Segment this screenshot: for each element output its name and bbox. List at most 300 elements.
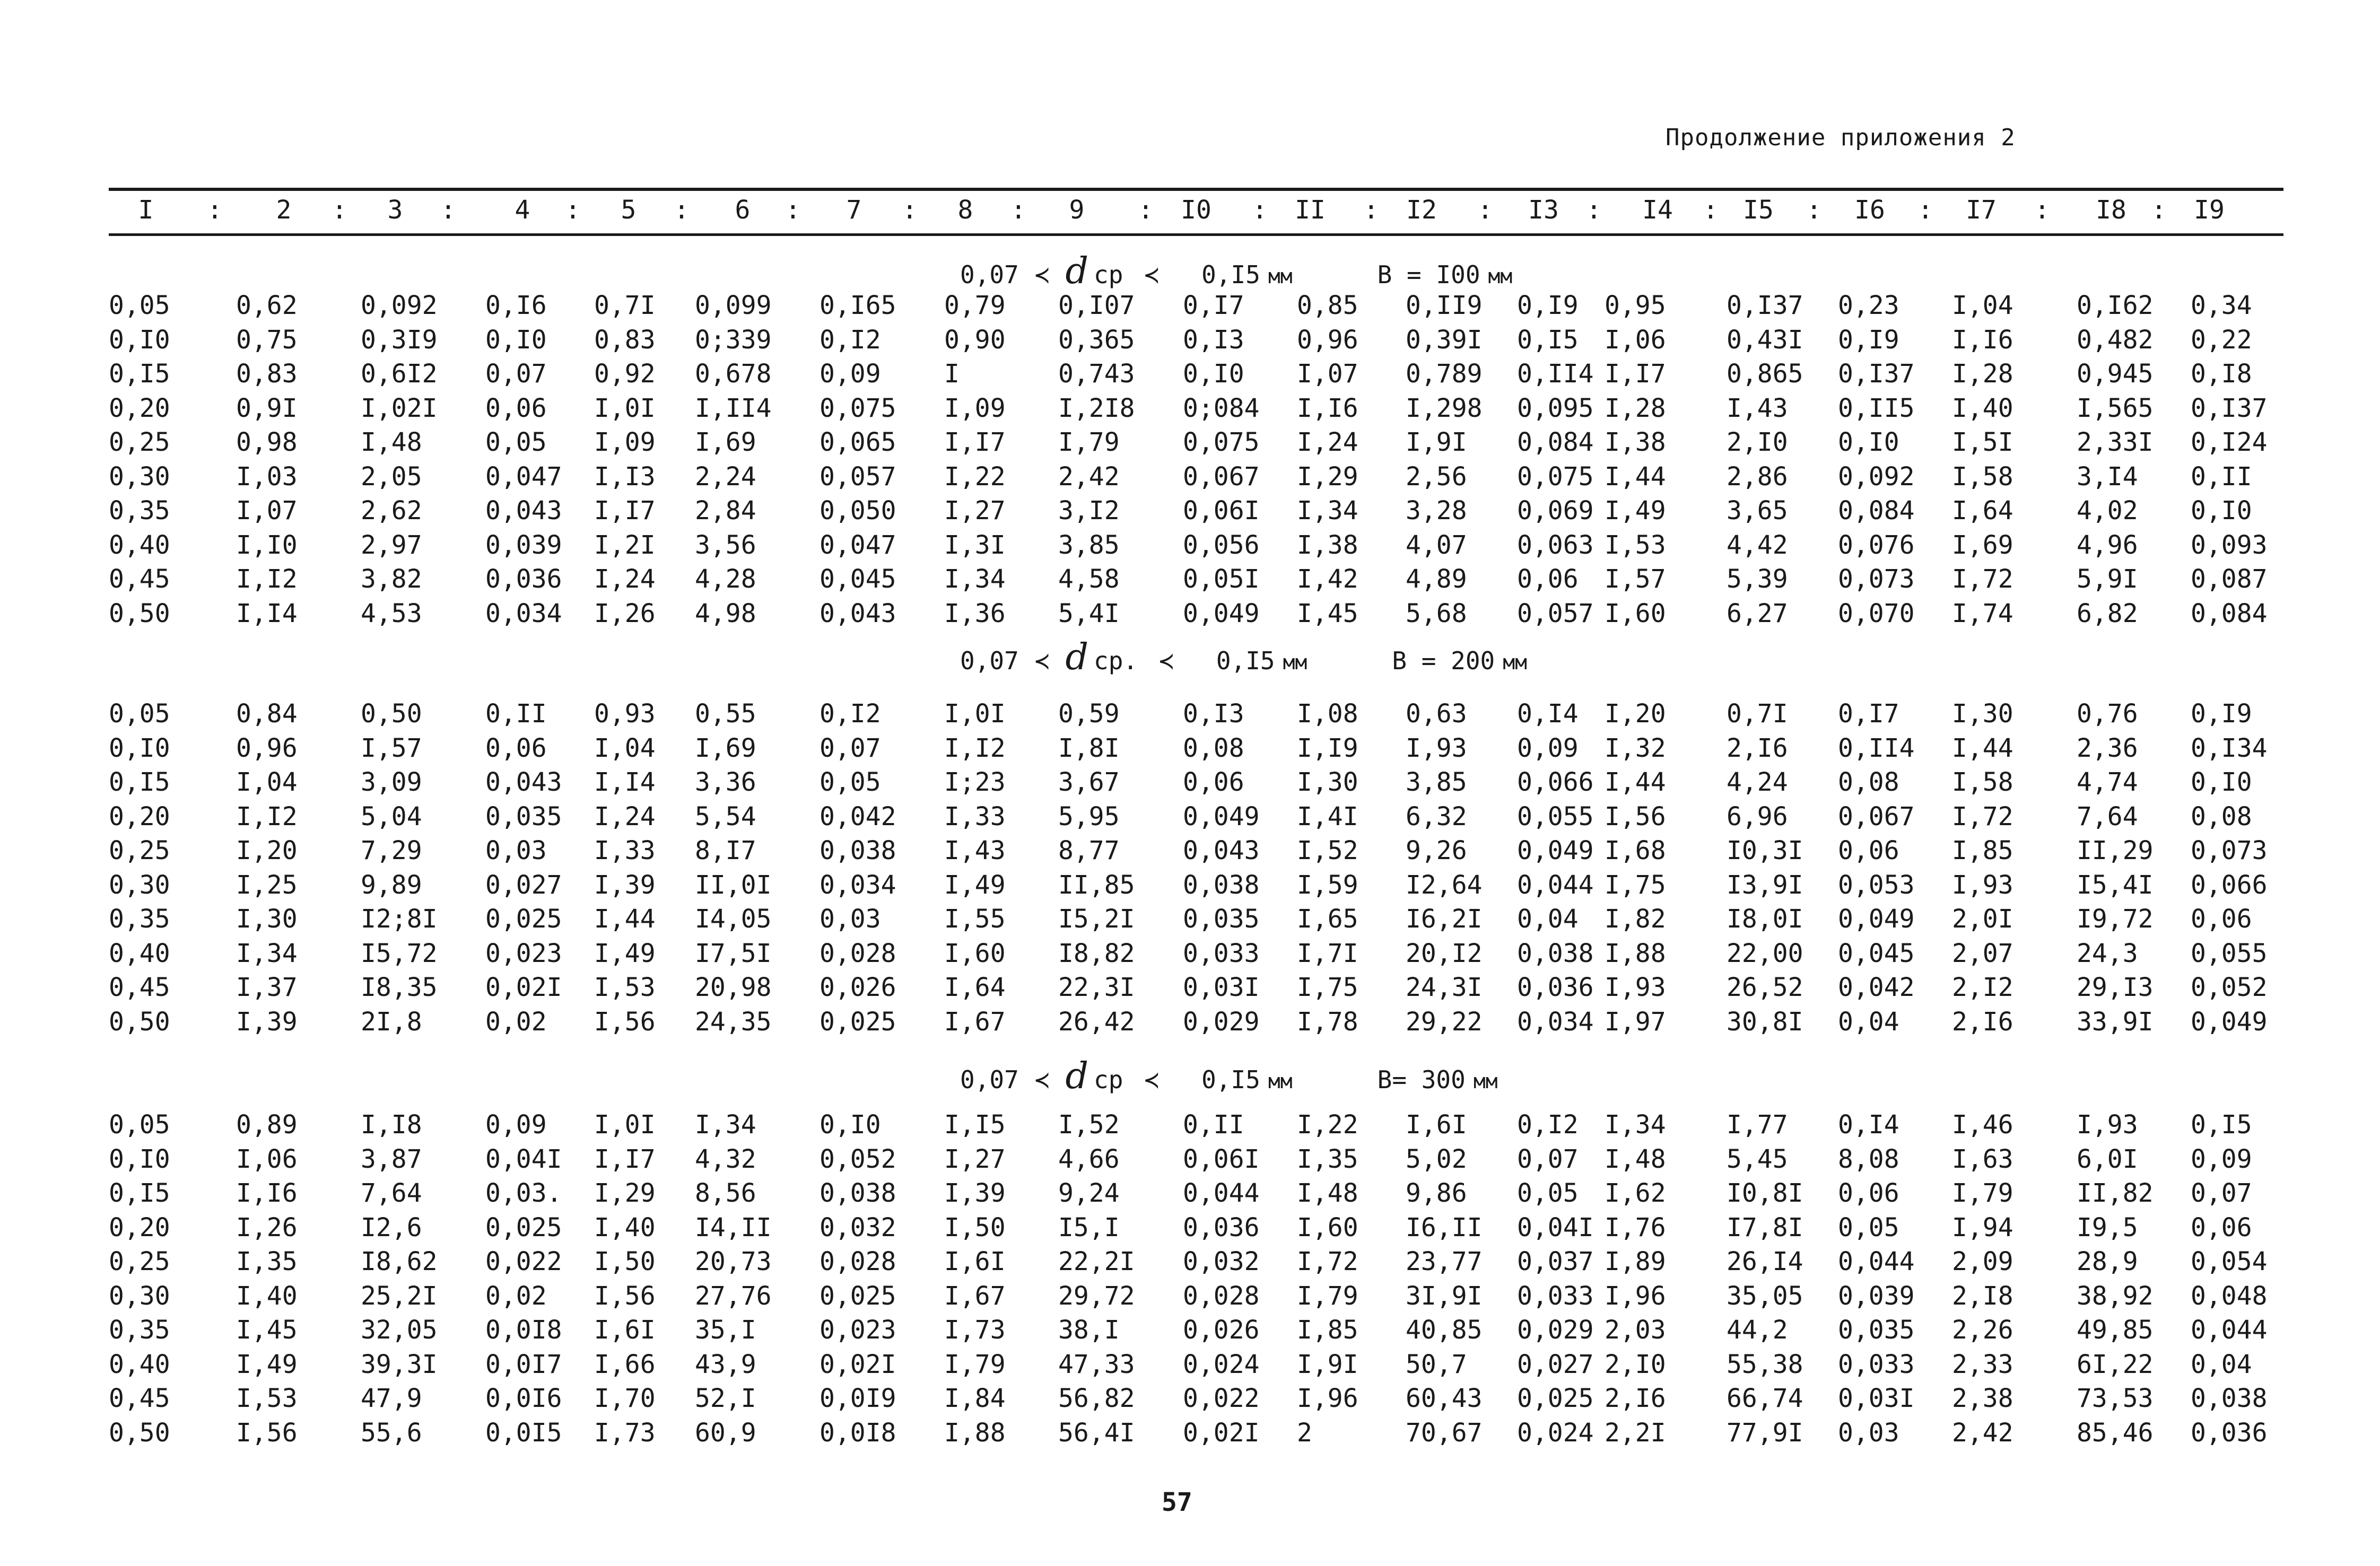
table-cell: 0,06I — [1183, 1144, 1260, 1174]
table-cell: 0,I07 — [1058, 291, 1135, 320]
table-cell: 0,I5 — [109, 767, 170, 797]
table-cell: 0,044 — [2191, 1315, 2268, 1345]
table-cell: I,298 — [1406, 393, 1483, 423]
table-cell: I,22 — [944, 461, 1006, 492]
table-cell: 0,033 — [1517, 1281, 1594, 1311]
table-cell: 8,56 — [695, 1178, 756, 1208]
table-cell: 52,I — [695, 1384, 756, 1413]
table-cell: 0,023 — [485, 938, 562, 968]
table-cell: 0,035 — [1838, 1315, 1915, 1345]
table-cell: I,49 — [944, 870, 1006, 900]
table-cell: 0,I0 — [820, 1110, 881, 1140]
section-width-unit: мм — [1503, 651, 1527, 674]
table-cell: 0,I5 — [109, 1178, 170, 1208]
table-cell: 0,08 — [2191, 801, 2252, 832]
table-cell: I,29 — [594, 1178, 656, 1208]
table-cell: 35,05 — [1727, 1281, 1803, 1311]
table-cell: I,79 — [1297, 1281, 1358, 1311]
table-cell: 0,0I5 — [485, 1418, 562, 1448]
table-cell: 4,24 — [1727, 767, 1788, 797]
table-cell: 0,55 — [695, 699, 756, 729]
table-cell: 0,I5 — [2191, 1110, 2252, 1140]
table-cell: I,88 — [944, 1418, 1006, 1448]
table-cell: 4,66 — [1058, 1144, 1120, 1174]
table-cell: 47,33 — [1058, 1349, 1135, 1379]
table-cell: 0,05 — [1517, 1178, 1579, 1208]
table-cell: I,67 — [944, 1007, 1006, 1037]
table-cell: I,6I — [594, 1315, 656, 1345]
table-cell: I,I2 — [236, 564, 298, 594]
table-cell: 0,08 — [1183, 733, 1244, 763]
table-cell: 0,I2 — [820, 325, 881, 355]
table-cell: I,39 — [944, 1178, 1006, 1208]
table-cell: 0,39I — [1406, 325, 1483, 355]
header-cell: 7 — [846, 195, 862, 225]
table-cell: 3,09 — [361, 767, 422, 797]
table-cell: I,I4 — [236, 598, 298, 628]
table-cell: I,9I — [1406, 427, 1467, 457]
table-cell: I,6I — [944, 1247, 1006, 1276]
table-cell: 0,047 — [820, 530, 896, 560]
table-cell: 2,97 — [361, 530, 422, 560]
table-cell: I,40 — [1952, 393, 2013, 423]
table-cell: I,64 — [944, 973, 1006, 1002]
table-cell: 85,46 — [2077, 1418, 2154, 1448]
table-cell: 56,82 — [1058, 1384, 1135, 1413]
table-cell: I,67 — [944, 1281, 1006, 1311]
table-cell: I,29 — [1297, 461, 1358, 492]
table-cell: I,72 — [1297, 1247, 1358, 1276]
table-cell: 0,043 — [485, 767, 562, 797]
table-cell: 0,047 — [485, 461, 562, 492]
table-cell: I,I0 — [236, 530, 298, 560]
table-cell: I,62 — [1605, 1178, 1666, 1208]
table-cell: 0,06 — [1838, 836, 1899, 865]
table-cell: 0,0I9 — [820, 1384, 896, 1413]
table-cell: 3I,9I — [1406, 1281, 1483, 1311]
table-cell: 0,I0 — [1838, 427, 1899, 457]
table-cell: I,79 — [1952, 1178, 2013, 1208]
table-cell: 3,85 — [1058, 530, 1120, 560]
section-range-min: 0,07 — [960, 260, 1019, 289]
table-cell: 4,42 — [1727, 530, 1788, 560]
table-cell: 43,9 — [695, 1349, 756, 1379]
table-cell: 0,06 — [1183, 767, 1244, 797]
table-cell: 0,II5 — [1838, 393, 1915, 423]
section-range-unit: мм — [1283, 651, 1307, 674]
table-cell: 0,05 — [820, 767, 881, 797]
header-separator: : — [1252, 195, 1268, 225]
header-separator: : — [1806, 195, 1822, 225]
table-cell: 0,092 — [1838, 461, 1915, 492]
table-cell: I,65 — [1297, 904, 1358, 934]
table-cell: 0,095 — [1517, 393, 1594, 423]
table-cell: 0,02I — [820, 1349, 896, 1379]
table-cell: I2,64 — [1406, 870, 1483, 900]
table-cell: 5,39 — [1727, 564, 1788, 594]
table-cell: I,69 — [695, 427, 756, 457]
table-cell: 2,03 — [1605, 1315, 1666, 1345]
table-cell: I,93 — [2077, 1110, 2138, 1140]
less-than-sign: ≺ — [1144, 260, 1160, 289]
table-cell: 0,049 — [1517, 836, 1594, 865]
table-cell: 0,83 — [594, 325, 656, 355]
table-cell: 0,84 — [236, 699, 298, 729]
table-cell: I0,3I — [1727, 836, 1803, 865]
table-cell: 0,96 — [1297, 325, 1358, 355]
table-cell: 0,028 — [820, 1247, 896, 1276]
table-cell: 50,7 — [1406, 1349, 1467, 1379]
table-cell: 0,025 — [820, 1281, 896, 1311]
table-cell: I,85 — [1952, 836, 2013, 865]
table-cell: 0,06 — [485, 393, 547, 423]
table-cell: 0,0I8 — [820, 1418, 896, 1448]
table-cell: 0,066 — [2191, 870, 2268, 900]
table-cell: 0,063 — [1517, 530, 1594, 560]
table-cell: 32,05 — [361, 1315, 438, 1345]
table-cell: 26,52 — [1727, 973, 1803, 1002]
table-cell: I,57 — [361, 733, 422, 763]
table-cell: 0,I2 — [1517, 1110, 1579, 1140]
header-separator: : — [2034, 195, 2050, 225]
table-cell: 2,2I — [1605, 1418, 1666, 1448]
table-cell: 70,67 — [1406, 1418, 1483, 1448]
table-cell: 3,28 — [1406, 496, 1467, 526]
table-cell: 2,62 — [361, 496, 422, 526]
table-cell: I,I4 — [594, 767, 656, 797]
table-cell: I,35 — [236, 1247, 298, 1276]
table-cell: 0,05I — [1183, 564, 1260, 594]
table-cell: 0,45 — [109, 1384, 170, 1413]
table-cell: 55,6 — [361, 1418, 422, 1448]
table-cell: I,2I — [594, 530, 656, 560]
table-cell: I,79 — [944, 1349, 1006, 1379]
table-cell: 0,039 — [485, 530, 562, 560]
table-cell: 9,26 — [1406, 836, 1467, 865]
table-cell: I,43 — [944, 836, 1006, 865]
table-cell: I,30 — [236, 904, 298, 934]
table-cell: I,69 — [1952, 530, 2013, 560]
table-cell: 0,I62 — [2077, 291, 2154, 320]
table-cell: 2,05 — [361, 461, 422, 492]
table-cell: 0,0I8 — [485, 1315, 562, 1345]
table-cell: 2,84 — [695, 496, 756, 526]
table-cell: I,89 — [1605, 1247, 1666, 1276]
table-cell: 0,022 — [485, 1247, 562, 1276]
table-cell: 2,86 — [1727, 461, 1788, 492]
table-cell: 0,40 — [109, 530, 170, 560]
table-cell: 0,035 — [485, 801, 562, 832]
table-cell: 0,055 — [2191, 938, 2268, 968]
table-cell: 0,06 — [1517, 564, 1579, 594]
table-cell: I7,5I — [695, 938, 772, 968]
section-width-unit: мм — [1473, 1070, 1498, 1093]
table-cell: 0,365 — [1058, 325, 1135, 355]
table-cell: 23,77 — [1406, 1247, 1483, 1276]
table-cell: 0,09 — [820, 359, 881, 389]
table-cell: I,II4 — [695, 393, 772, 423]
table-cell: 0,087 — [2191, 564, 2268, 594]
table-cell: 6,27 — [1727, 598, 1788, 628]
table-cell: 2,24 — [695, 461, 756, 492]
table-cell: 0,30 — [109, 461, 170, 492]
table-cell: 0,073 — [2191, 836, 2268, 865]
table-cell: 0,482 — [2077, 325, 2154, 355]
table-cell: I,3I — [944, 530, 1006, 560]
table-cell: I,34 — [1297, 496, 1358, 526]
table-cell: 0,092 — [361, 291, 438, 320]
table-cell: I,58 — [1952, 461, 2013, 492]
section-width-label: B = 200 — [1392, 646, 1495, 675]
table-cell: I,50 — [594, 1247, 656, 1276]
table-cell: I,I8 — [361, 1110, 422, 1140]
table-cell: 0,30 — [109, 870, 170, 900]
header-cell: 2 — [276, 195, 292, 225]
table-cell: I9,5 — [2077, 1212, 2138, 1243]
table-cell: 0,08 — [1838, 767, 1899, 797]
table-cell: 0,II4 — [1838, 733, 1915, 763]
table-cell: 0,9I — [236, 393, 298, 423]
table-cell: 0,I4 — [1517, 699, 1579, 729]
table-cell: 0,039 — [1838, 1281, 1915, 1311]
table-cell: I,0I — [594, 1110, 656, 1140]
table-cell: 0,06I — [1183, 496, 1260, 526]
table-cell: 60,9 — [695, 1418, 756, 1448]
table-cell: 60,43 — [1406, 1384, 1483, 1413]
table-cell: 0,055 — [1517, 801, 1594, 832]
table-cell: 0,09 — [1517, 733, 1579, 763]
table-cell: I8,0I — [1727, 904, 1803, 934]
table-cell: 44,2 — [1727, 1315, 1788, 1345]
table-cell: 0,43I — [1727, 325, 1803, 355]
table-cell: 0,I37 — [2191, 393, 2268, 423]
table-cell: 9,89 — [361, 870, 422, 900]
table-cell: 2,I6 — [1952, 1007, 2013, 1037]
table-cell: 5,45 — [1727, 1144, 1788, 1174]
table-cell: 0,50 — [109, 598, 170, 628]
table-cell: 0,I9 — [1838, 325, 1899, 355]
table-cell: I,34 — [944, 564, 1006, 594]
page-number: 57 — [1162, 1488, 1192, 1517]
table-cell: I,27 — [944, 496, 1006, 526]
table-cell: I,28 — [1605, 393, 1666, 423]
table-cell: 28,9 — [2077, 1247, 2138, 1276]
table-cell: 0,05 — [109, 699, 170, 729]
table-cell: 38,I — [1058, 1315, 1120, 1345]
table-cell: 0,789 — [1406, 359, 1483, 389]
header-cell: 4 — [515, 195, 530, 225]
table-cell: 2,I6 — [1727, 733, 1788, 763]
table-cell: II,82 — [2077, 1178, 2154, 1208]
table-cell: I,44 — [1605, 461, 1666, 492]
table-cell: 0,038 — [820, 1178, 896, 1208]
table-cell: 7,29 — [361, 836, 422, 865]
less-than-sign: ≺ — [1159, 646, 1174, 675]
table-cell: 0,075 — [820, 393, 896, 423]
table-cell: 24,3I — [1406, 973, 1483, 1002]
table-cell: I,45 — [236, 1315, 298, 1345]
table-cell: I,56 — [594, 1281, 656, 1311]
table-cell: 73,53 — [2077, 1384, 2154, 1413]
table-cell: 0,7I — [594, 291, 656, 320]
table-cell: I8,62 — [361, 1247, 438, 1276]
table-cell: I,I5 — [944, 1110, 1006, 1140]
table-cell: I,34 — [236, 938, 298, 968]
table-cell: I,82 — [1605, 904, 1666, 934]
table-cell: I — [944, 359, 960, 389]
table-cell: I,42 — [1297, 564, 1358, 594]
table-cell: 0,07 — [820, 733, 881, 763]
table-cell: 0,03 — [485, 836, 547, 865]
table-cell: 0,25 — [109, 427, 170, 457]
table-cell: I,9I — [1297, 1349, 1358, 1379]
less-than-sign: ≺ — [1144, 1065, 1160, 1094]
table-cell: 7,64 — [2077, 801, 2138, 832]
table-cell: I,I2 — [236, 801, 298, 832]
table-cell: 0,95 — [1605, 291, 1666, 320]
table-cell: 3,67 — [1058, 767, 1120, 797]
table-cell: 0,026 — [1183, 1315, 1260, 1345]
table-cell: 20,I2 — [1406, 938, 1483, 968]
table-cell: I,6I — [1406, 1110, 1467, 1140]
table-cell: I,93 — [1605, 973, 1666, 1002]
table-cell: 0,I5 — [109, 359, 170, 389]
table-cell: 0,945 — [2077, 359, 2154, 389]
table-cell: 0,034 — [485, 598, 562, 628]
table-cell: 8,77 — [1058, 836, 1120, 865]
table-cell: 0,678 — [695, 359, 772, 389]
table-cell: 0,042 — [1838, 973, 1915, 1002]
table-cell: I,I6 — [236, 1178, 298, 1208]
table-cell: 55,38 — [1727, 1349, 1803, 1379]
section-range-unit: мм — [1268, 1070, 1293, 1093]
table-cell: I,40 — [594, 1212, 656, 1243]
table-cell: 0,25 — [109, 1247, 170, 1276]
table-cell: I7,8I — [1727, 1212, 1803, 1243]
table-cell: 0,057 — [820, 461, 896, 492]
table-cell: I,68 — [1605, 836, 1666, 865]
table-cell: I,24 — [1297, 427, 1358, 457]
table-cell: 0,I37 — [1838, 359, 1915, 389]
header-separator: : — [1138, 195, 1154, 225]
table-cell: I,60 — [944, 938, 1006, 968]
table-cell: 0,07 — [485, 359, 547, 389]
table-cell: I,I7 — [594, 1144, 656, 1174]
table-cell: I,93 — [1952, 870, 2013, 900]
table-cell: 29,I3 — [2077, 973, 2154, 1002]
table-cell: 66,74 — [1727, 1384, 1803, 1413]
table-cell: 0,92 — [594, 359, 656, 389]
table-cell: 0,038 — [2191, 1384, 2268, 1413]
table-cell: I2,6 — [361, 1212, 422, 1243]
table-cell: I,75 — [1297, 973, 1358, 1002]
table-cell: 0,025 — [820, 1007, 896, 1037]
table-cell: I,50 — [944, 1212, 1006, 1243]
table-cell: 0,40 — [109, 938, 170, 968]
table-cell: I,06 — [1605, 325, 1666, 355]
table-cell: 0,I3 — [1183, 325, 1244, 355]
table-cell: 0,59 — [1058, 699, 1120, 729]
table-cell: 0,044 — [1838, 1247, 1915, 1276]
table-cell: I,02I — [361, 393, 438, 423]
header-cell: 6 — [735, 195, 751, 225]
table-cell: I,I2 — [944, 733, 1006, 763]
table-cell: 4,74 — [2077, 767, 2138, 797]
table-cell: 0,09 — [485, 1110, 547, 1140]
table-cell: 0,02 — [485, 1007, 547, 1037]
table-cell: I,48 — [1605, 1144, 1666, 1174]
header-cell: II — [1295, 195, 1326, 225]
table-cell: 0,05 — [109, 291, 170, 320]
table-cell: I,4I — [1297, 801, 1358, 832]
header-separator: : — [332, 195, 347, 225]
table-cell: 0,049 — [1183, 598, 1260, 628]
table-cell: I,46 — [1952, 1110, 2013, 1140]
table-cell: I,07 — [236, 496, 298, 526]
table-cell: I,03 — [236, 461, 298, 492]
table-cell: 2,36 — [2077, 733, 2138, 763]
table-cell: 0,084 — [2191, 598, 2268, 628]
table-cell: 5,54 — [695, 801, 756, 832]
table-cell: I,56 — [236, 1418, 298, 1448]
table-cell: I4,05 — [695, 904, 772, 934]
table-cell: 0,89 — [236, 1110, 298, 1140]
table-cell: I5,4I — [2077, 870, 2154, 900]
page-caption: Продолжение приложения 2 — [1666, 124, 2016, 151]
section-range-max: 0,I5 — [1216, 646, 1275, 675]
table-cell: 0,036 — [2191, 1418, 2268, 1448]
table-cell: 0,85 — [1297, 291, 1358, 320]
table-cell: 0,067 — [1838, 801, 1915, 832]
table-cell: 0,029 — [1517, 1315, 1594, 1345]
table-cell: 6I,22 — [2077, 1349, 2154, 1379]
table-cell: 5,68 — [1406, 598, 1467, 628]
table-cell: 0,033 — [1183, 938, 1260, 968]
table-cell: 22,2I — [1058, 1247, 1135, 1276]
section-range-max: 0,I5 — [1201, 1065, 1260, 1094]
table-cell: I6,II — [1406, 1212, 1483, 1243]
table-cell: 0,036 — [1517, 973, 1594, 1002]
table-cell: 24,3 — [2077, 938, 2138, 968]
table-cell: 0,I7 — [1838, 699, 1899, 729]
table-cell: 2,0I — [1952, 904, 2013, 934]
table-cell: I,22 — [1297, 1110, 1358, 1140]
header-cell: I6 — [1854, 195, 1885, 225]
table-cell: 0,50 — [109, 1007, 170, 1037]
table-cell: 2,33I — [2077, 427, 2154, 457]
table-cell: I,04 — [236, 767, 298, 797]
table-cell: 8,08 — [1838, 1144, 1899, 1174]
section-width-label: B= 300 — [1377, 1065, 1466, 1094]
table-cell: 0,06 — [2191, 1212, 2252, 1243]
table-cell: 0,042 — [820, 801, 896, 832]
table-cell: 0,35 — [109, 904, 170, 934]
table-cell: I,60 — [1605, 598, 1666, 628]
table-cell: 47,9 — [361, 1384, 422, 1413]
table-cell: 0,II9 — [1406, 291, 1483, 320]
table-cell: 8,I7 — [695, 836, 756, 865]
table-cell: 0,06 — [2191, 904, 2252, 934]
table-cell: I,39 — [236, 1007, 298, 1037]
table-cell: 3,87 — [361, 1144, 422, 1174]
table-cell: 0,76 — [2077, 699, 2138, 729]
table-cell: 0,099 — [695, 291, 772, 320]
table-cell: 0,I0 — [109, 1144, 170, 1174]
section-heading — [960, 250, 1512, 292]
table-cell: I9,72 — [2077, 904, 2154, 934]
table-cell: 0,35 — [109, 496, 170, 526]
table-cell: 0,049 — [2191, 1007, 2268, 1037]
